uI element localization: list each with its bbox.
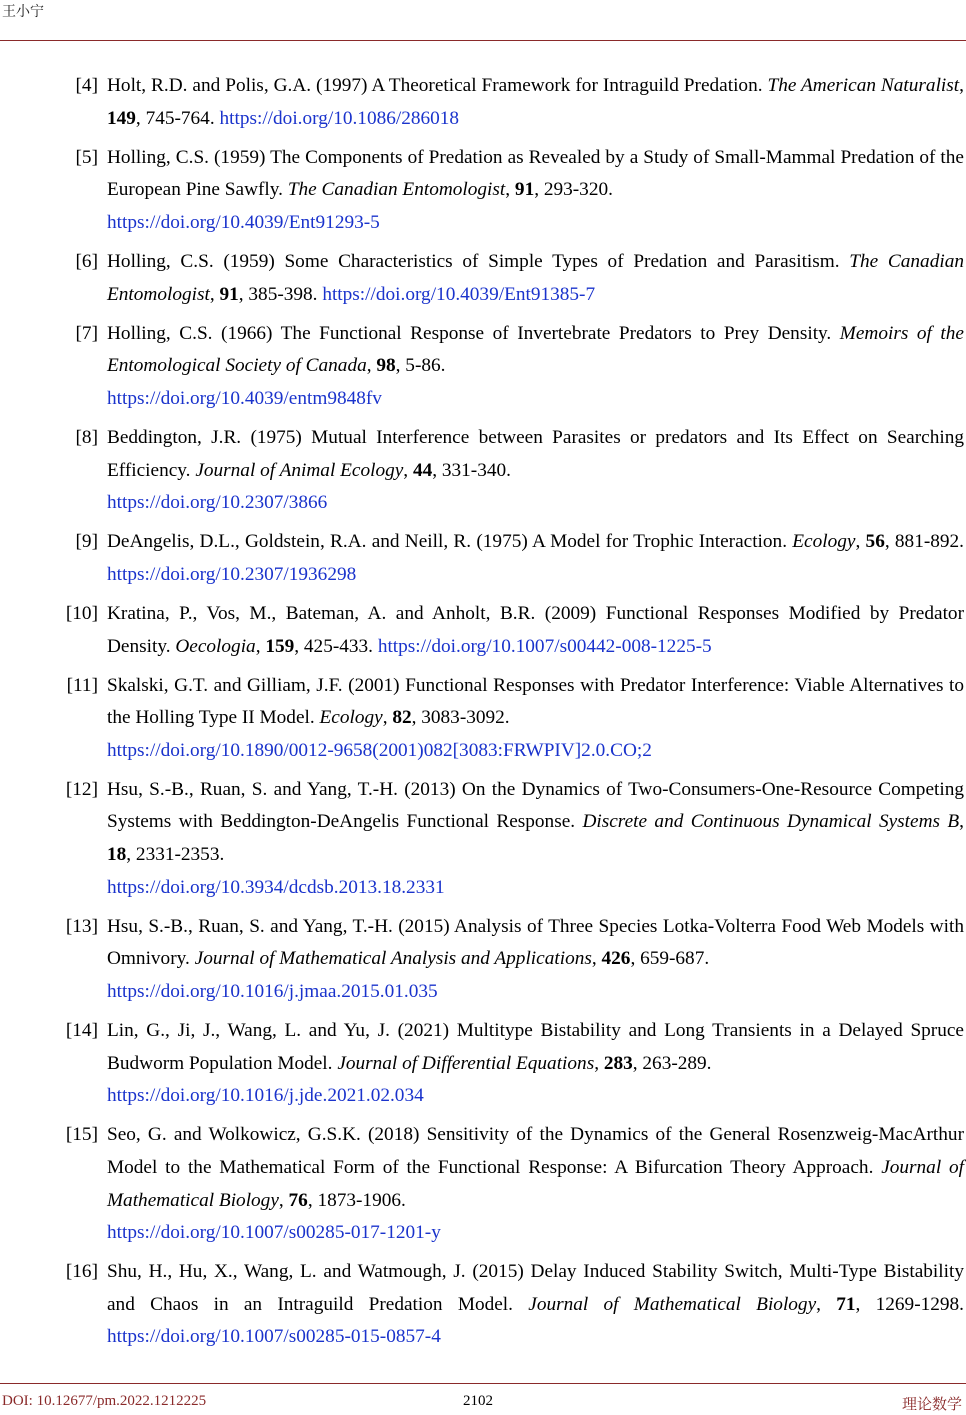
reference-pages: , 263-289. <box>632 1052 712 1074</box>
reference-item <box>62 526 964 591</box>
reference-journal: Journal of Mathematical Biology <box>107 1156 964 1211</box>
reference-item <box>62 422 964 520</box>
reference-body: Skalski, G.T. and Gilliam, J.F. (2001) Functional Responses with Predator Interference: Viable Alternatives to the Holling Type II Model. Ecology, 82, 3083-3092. https://doi.org/10.1890/0012-9658(2001)082[3083:FRWPIV]2.0.CO;2 <box>107 675 964 768</box>
reference-journal: Journal of Animal Ecology <box>195 459 404 481</box>
reference-number: [16] <box>65 1261 98 1283</box>
reference-pages: , 881-892. <box>884 531 964 553</box>
reference-text: Hsu, S.-B., Ruan, S. and Yang, T.-H. (2015) Analysis of Three Species Lotka-Volterra Food Web Models with Omnivory. <box>107 915 964 970</box>
reference-journal: Oecologia <box>175 635 256 657</box>
reference-journal: Journal of Mathematical Analysis and Applications <box>194 948 592 970</box>
reference-doi-link[interactable]: https://doi.org/10.4039/Ent91385-7 <box>322 283 596 305</box>
reference-item <box>62 1015 964 1113</box>
reference-journal: The Canadian Entomologist <box>287 179 506 201</box>
reference-item <box>62 142 964 240</box>
reference-body: Shu, H., Hu, X., Wang, L. and Watmough, J. (2015) Delay Induced Stability Switch, Multi-Type Bistability and Chaos in an Intraguild Predation Model. Journal of Mathematical Biology, 71, 1269-1298. https://doi.org/10.1007/s00285-015-0857-4 <box>107 1261 964 1348</box>
reference-body: Hsu, S.-B., Ruan, S. and Yang, T.-H. (2015) Analysis of Three Species Lotka-Volterra Food Web Models with Omnivory. Journal of Mathematical Analysis and Applications, 426, 659-687. https://doi.org/10.1016/j.jmaa.2015.01.035 <box>107 916 964 1009</box>
reference-item <box>62 598 964 663</box>
reference-volume: 44 <box>412 459 433 481</box>
reference-body: Seo, G. and Wolkowicz, G.S.K. (2018) Sensitivity of the Dynamics of the General Rosenzweig-MacArthur Model to the Mathematical Form of the Functional Response: A Bifurcation Theory Approach. Journal of Mathematical Biology, 76, 1873-1906. https://doi.org/10.1007/s00285-017-1201-y <box>107 1124 964 1249</box>
reference-text: Holling, C.S. (1959) Some Characteristics of Simple Types of Predation and Parasitism. <box>107 250 850 272</box>
reference-body: Holling, C.S. (1966) The Functional Response of Invertebrate Predators to Prey Density. Memoirs of the Entomological Society of Canada, 98, 5-86. https://doi.org/10.4039/entm9848fv <box>107 323 964 416</box>
reference-volume: 426 <box>601 948 631 970</box>
reference-text: Shu, H., Hu, X., Wang, L. and Watmough, J. (2015) Delay Induced Stability Switch, Multi-Type Bistability and Chaos in an Intraguild Predation Model. <box>107 1261 964 1315</box>
reference-item <box>62 70 964 135</box>
reference-volume: 76 <box>288 1189 308 1211</box>
reference-text: Kratina, P., Vos, M., Bateman, A. and Anholt, B.R. (2009) Functional Responses Modified by Predator Density. <box>107 602 964 657</box>
reference-doi-link[interactable]: https://doi.org/10.1007/s00285-017-1201-y <box>107 1222 441 1244</box>
reference-number: [14] <box>65 1020 98 1042</box>
reference-body: Beddington, J.R. (1975) Mutual Interference between Parasites or predators and Its Effect on Searching Efficiency. Journal of Animal Ecology, 44, 331-340. https://doi.org/10.2307/3866 <box>107 427 964 520</box>
reference-doi-link[interactable]: https://doi.org/10.1016/j.jmaa.2015.01.035 <box>107 980 438 1002</box>
reference-journal: Ecology <box>319 707 383 729</box>
reference-item <box>62 911 964 1009</box>
reference-body: Holt, R.D. and Polis, G.A. (1997) A Theoretical Framework for Intraguild Predation. The American Naturalist, 149, 745-764. https://doi.org/10.1086/286018 <box>107 75 964 129</box>
reference-doi-link[interactable]: https://doi.org/10.3934/dcdsb.2013.18.2331 <box>107 876 445 898</box>
reference-number: [12] <box>65 778 98 800</box>
reference-volume: 82 <box>392 707 412 729</box>
page-header <box>0 0 966 41</box>
reference-pages: , 2331-2353. <box>126 844 225 866</box>
reference-body: Holling, C.S. (1959) Some Characteristics of Simple Types of Predation and Parasitism. The Canadian Entomologist, 91, 385-398. https://doi.org/10.4039/Ent91385-7 <box>107 250 964 305</box>
reference-number: [13] <box>65 915 98 937</box>
reference-number: [7] <box>75 322 98 344</box>
reference-number: [15] <box>65 1124 98 1146</box>
reference-item <box>62 1256 964 1354</box>
reference-text: Lin, G., Ji, J., Wang, L. and Yu, J. (2021) Multitype Bistability and Long Transients in a Delayed Spruce Budworm Population Model. <box>107 1020 964 1074</box>
reference-journal: Journal of Mathematical Biology <box>528 1293 817 1315</box>
reference-list <box>62 70 964 1360</box>
footer-journal-name: 理论数学 <box>901 1395 962 1413</box>
reference-text: Hsu, S.-B., Ruan, S. and Yang, T.-H. (2013) On the Dynamics of Two-Consumers-One-Resource Competing Systems with Beddington-DeAngelis Functional Response. <box>107 778 964 833</box>
footer-doi: DOI: 10.12677/pm.2022.1212225 <box>2 1393 207 1409</box>
reference-journal: Discrete and Continuous Dynamical Systems B <box>582 811 960 833</box>
reference-journal: Memoirs of the Entomological Society of Canada <box>107 322 964 377</box>
reference-volume: 91 <box>514 179 535 201</box>
reference-number: [4] <box>75 75 98 96</box>
reference-pages: , 659-687. <box>630 948 710 970</box>
reference-text: Holling, C.S. (1959) The Components of Predation as Revealed by a Study of Small-Mammal Predation of the European Pine Sawfly. <box>107 146 964 201</box>
reference-pages: , 1873-1906. <box>307 1189 406 1211</box>
reference-volume: 71 <box>836 1293 856 1315</box>
reference-pages: , 425-433. <box>294 635 378 657</box>
reference-doi-link[interactable]: https://doi.org/10.4039/entm9848fv <box>107 387 382 409</box>
reference-doi-link[interactable]: https://doi.org/10.1890/0012-9658(2001)082[3083:FRWPIV]2.0.CO;2 <box>107 739 652 761</box>
reference-volume: 56 <box>865 531 885 553</box>
reference-volume: 283 <box>603 1052 633 1074</box>
reference-doi-link[interactable]: https://doi.org/10.1007/s00285-015-0857-4 <box>107 1326 441 1348</box>
reference-doi-link[interactable]: https://doi.org/10.2307/3866 <box>107 492 328 514</box>
reference-text: Holt, R.D. and Polis, G.A. (1997) A Theoretical Framework for Intraguild Predation. <box>107 75 768 96</box>
reference-pages: , 331-340. <box>432 459 511 481</box>
reference-text: Holling, C.S. (1966) The Functional Response of Invertebrate Predators to Prey Density. <box>107 322 840 344</box>
reference-volume: 98 <box>376 355 396 377</box>
reference-pages: , 1269-1298. <box>855 1293 964 1315</box>
reference-number: [8] <box>75 426 98 448</box>
reference-text: DeAngelis, D.L., Goldstein, R.A. and Neill, R. (1975) A Model for Trophic Interaction. <box>107 531 793 553</box>
reference-text: Skalski, G.T. and Gilliam, J.F. (2001) Functional Responses with Predator Interference: Viable Alternatives to the Holling Type II Model. <box>107 674 964 729</box>
reference-text: Beddington, J.R. (1975) Mutual Interference between Parasites or predators and Its Effect on Searching Efficiency. <box>107 426 964 481</box>
reference-doi-link[interactable]: https://doi.org/10.1086/286018 <box>219 107 460 129</box>
reference-body: Hsu, S.-B., Ruan, S. and Yang, T.-H. (2013) On the Dynamics of Two-Consumers-One-Resource Competing Systems with Beddington-DeAngelis Functional Response. Discrete and Continuous Dynamical Systems B, 18, 2331-2353. https://doi.org/10.3934/dcdsb.2013.18.2331 <box>107 779 964 904</box>
page-footer <box>0 1383 966 1415</box>
reference-journal: The American Naturalist <box>767 75 960 96</box>
header-author: 王小宁 <box>2 4 44 20</box>
reference-body: Holling, C.S. (1959) The Components of Predation as Revealed by a Study of Small-Mammal Predation of the European Pine Sawfly. The Canadian Entomologist, 91, 293-320. https://doi.org/10.4039/Ent91293-5 <box>107 147 964 240</box>
page-number: 2102 <box>463 1393 493 1409</box>
reference-doi-link[interactable]: https://doi.org/10.2307/1936298 <box>107 563 357 585</box>
reference-item <box>62 1119 964 1249</box>
reference-number: [10] <box>65 602 98 624</box>
reference-doi-link[interactable]: https://doi.org/10.1016/j.jde.2021.02.034 <box>107 1085 424 1107</box>
reference-doi-link[interactable]: https://doi.org/10.1007/s00442-008-1225-5 <box>377 635 712 657</box>
reference-volume: 159 <box>265 635 295 657</box>
reference-volume: 18 <box>107 844 127 866</box>
reference-number: [9] <box>75 531 98 553</box>
reference-pages: , 745-764. <box>135 107 220 129</box>
reference-item <box>62 670 964 768</box>
reference-item <box>62 246 964 311</box>
reference-body: DeAngelis, D.L., Goldstein, R.A. and Neill, R. (1975) A Model for Trophic Interaction. Ecology, 56, 881-892. https://doi.org/10.2307/1936298 <box>107 531 964 585</box>
reference-number: [5] <box>75 146 98 168</box>
reference-doi-link[interactable]: https://doi.org/10.4039/Ent91293-5 <box>107 211 380 233</box>
reference-pages: , 385-398. <box>238 283 323 305</box>
reference-item <box>62 774 964 904</box>
reference-number: [6] <box>75 250 98 272</box>
reference-volume: 149 <box>107 107 136 129</box>
reference-volume: 91 <box>219 283 239 305</box>
reference-item <box>62 318 964 416</box>
reference-body: Kratina, P., Vos, M., Bateman, A. and Anholt, B.R. (2009) Functional Responses Modified by Predator Density. Oecologia, 159, 425-433. https://doi.org/10.1007/s00442-008-1225-5 <box>107 602 964 657</box>
reference-journal: Ecology <box>792 531 856 553</box>
reference-pages: , 293-320. <box>534 179 613 201</box>
reference-journal: The Canadian Entomologist <box>107 250 964 305</box>
reference-pages: , 3083-3092. <box>411 707 510 729</box>
reference-text: Seo, G. and Wolkowicz, G.S.K. (2018) Sensitivity of the Dynamics of the General Rosenzweig-MacArthur Model to the Mathematical Form of the Functional Response: A Bifurcation Theory Approach. <box>107 1124 964 1178</box>
reference-body: Lin, G., Ji, J., Wang, L. and Yu, J. (2021) Multitype Bistability and Long Transients in a Delayed Spruce Budworm Population Model. Journal of Differential Equations, 283, 263-289. https://doi.org/10.1016/j.jde.2021.02.034 <box>107 1020 964 1113</box>
reference-number: [11] <box>66 674 98 696</box>
reference-pages: , 5-86. <box>395 355 446 377</box>
reference-journal: Journal of Differential Equations <box>337 1052 595 1074</box>
